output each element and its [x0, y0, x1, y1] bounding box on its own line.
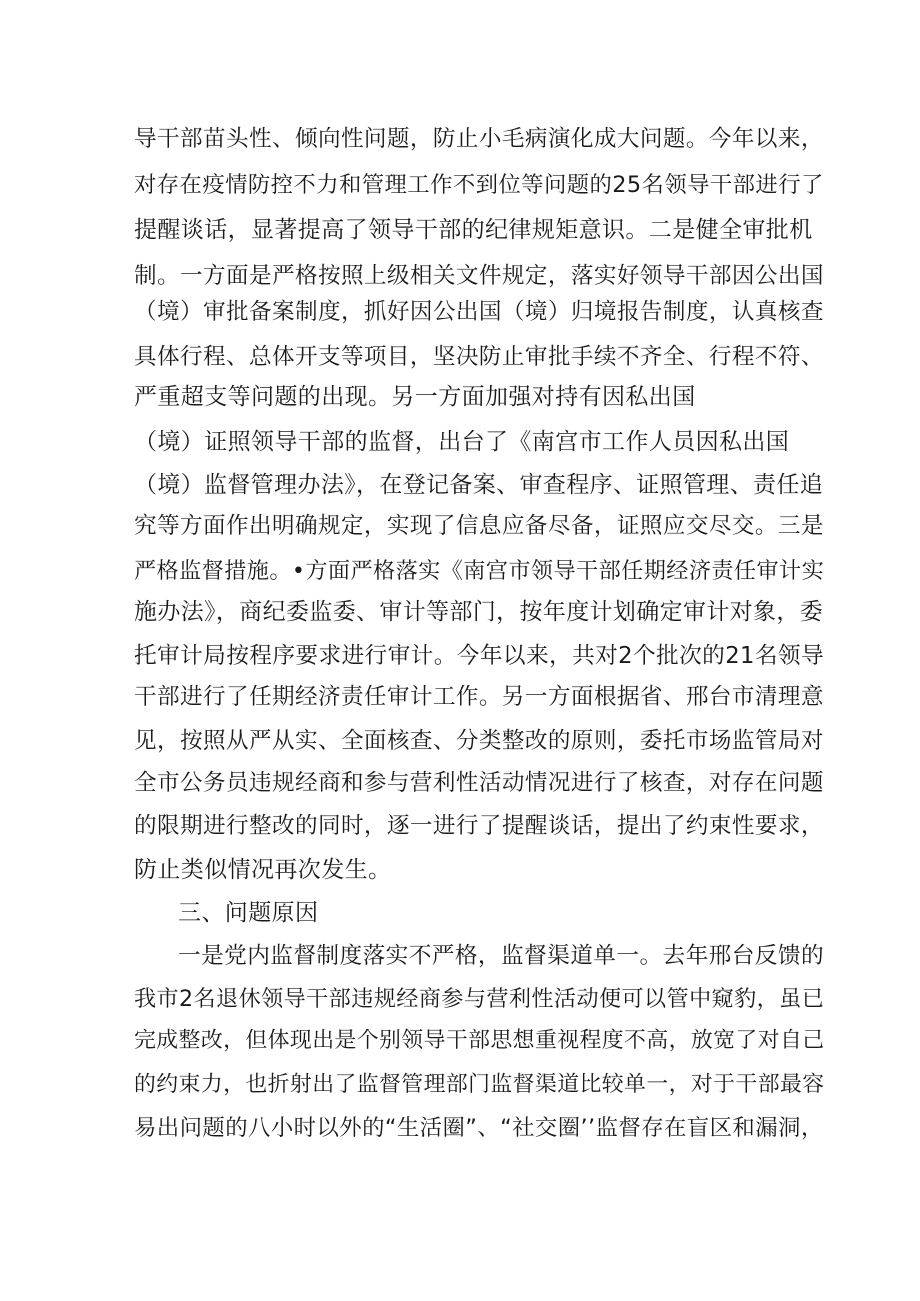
text-line: 严格监督措施。•方面严格落实《南宫市领导干部任期经济责任审计实	[134, 558, 825, 584]
text-line: 我市2名退休领导干部违规经商参与营利性活动便可以管中窥豹，虽已	[134, 986, 825, 1012]
text-line: 防止类似情况再次发生。	[134, 857, 392, 883]
text-line: 导干部苗头性、倾向性问题，防止小毛病演化成大问题。今年以来，	[134, 126, 824, 152]
text-line: 见，按照从严从实、全面核查、分类整改的原则，委托市场监管局对	[134, 728, 824, 754]
text-line: （境）证照领导干部的监督，出台了《南宫市工作人员因私出国	[134, 429, 790, 455]
paragraph-first-line: 一是党内监督制度落实不严格，监督渠道单一。去年邢台反馈的	[178, 943, 825, 969]
text-line: 的限期进行整改的同时，逐一进行了提醒谈话，提出了约束性要求，	[134, 813, 824, 839]
text-line: 对存在疫情防控不力和管理工作不到位等问题的25名领导干部进行了	[134, 172, 824, 198]
text-line: 完成整改，但体现出是个别领导干部思想重视程度不高，放宽了对自己	[134, 1028, 825, 1053]
text-line: （境）审批备案制度，抓好因公出国（境）归境报告制度，认真核查	[134, 299, 824, 325]
text-line: 具体行程、总体开支等项目，坚决防止审批手续不齐全、行程不符、	[134, 344, 824, 370]
text-line: 提醒谈话，显著提高了领导干部的纪律规矩意识。二是健全审批机	[134, 217, 813, 243]
text-line: 全市公务员违规经商和参与营利性活动情况进行了核查，对存在问题	[134, 770, 824, 796]
text-line: 施办法》，商纪委监委、审计等部门，按年度计划确定审计对象，委	[134, 599, 824, 625]
text-line: 制。一方面是严格按照上级相关文件规定，落实好领导干部因公出国	[134, 263, 824, 289]
text-line: 易出问题的八小时以外的“生活圈”、“社交圈’’监督存在盲区和漏洞，	[134, 1115, 824, 1141]
text-line: 托审计局按程序要求进行审计。今年以来，共对2个批次的21名领导	[134, 643, 825, 669]
text-line: 严重超支等问题的出现。另一方面加强对持有因私出国	[134, 384, 696, 410]
text-line: 干部进行了任期经济责任审计工作。另一方面根据省、邢台市清理意	[134, 684, 824, 710]
text-line: 究等方面作出明确规定，实现了信息应备尽备，证照应交尽交。三是	[134, 513, 824, 539]
section-heading: 三、问题原因	[178, 900, 319, 926]
text-line: （境）监督管理办法》，在登记备案、审查程序、证照管理、责任追	[134, 472, 824, 498]
text-line: 的约束力，也折射出了监督管理部门监督渠道比较单一，对于干部最容	[134, 1072, 825, 1097]
